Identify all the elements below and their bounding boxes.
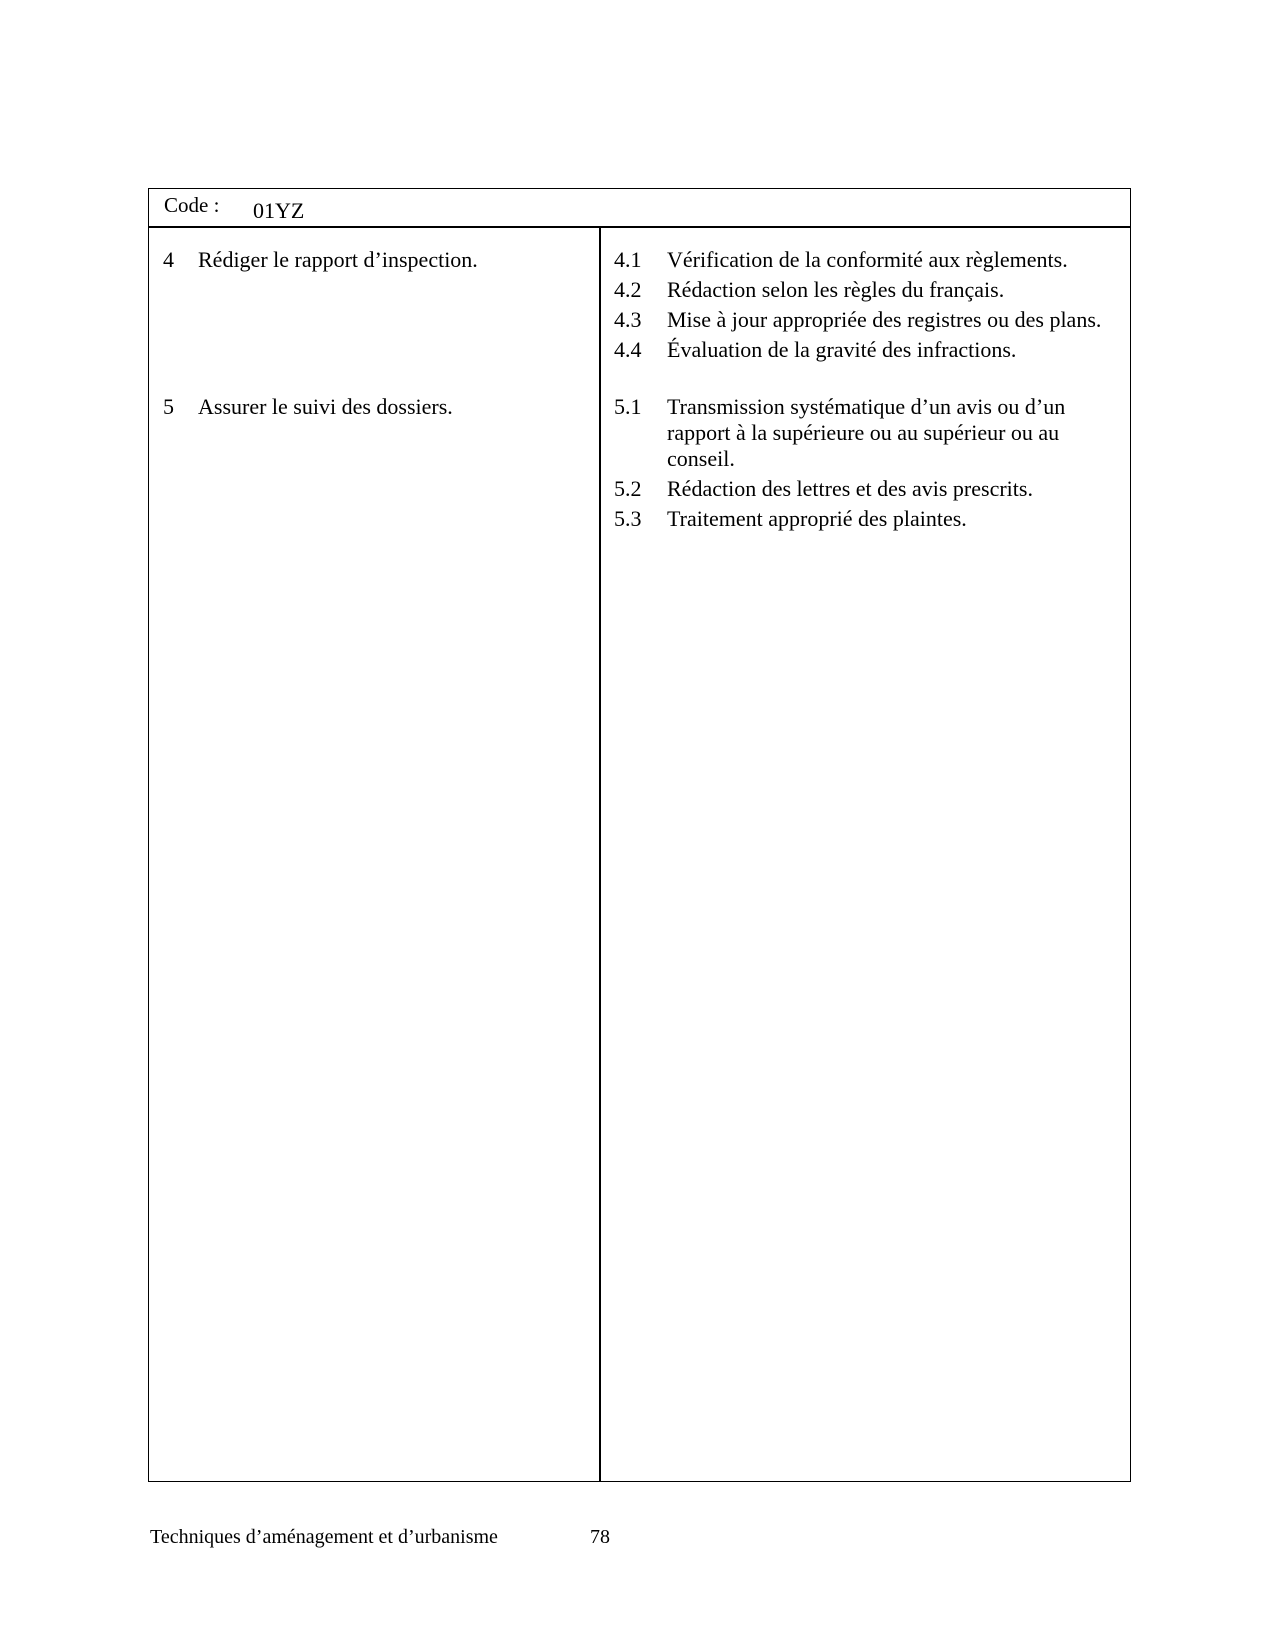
criterion-5-2 — [614, 476, 1124, 502]
criterion-number: 5.3 — [614, 506, 642, 531]
criteria-list-5 — [614, 394, 1124, 536]
criterion-text: Mise à jour appropriée des registres ou des plans. — [667, 307, 1102, 332]
criterion-number: 4.4 — [614, 337, 642, 362]
criterion-5-3 — [614, 506, 1124, 532]
criterion-number: 5.1 — [614, 394, 642, 419]
code-label: Code : — [164, 193, 220, 217]
task-4 — [163, 246, 478, 274]
criterion-number: 4.3 — [614, 307, 642, 332]
criterion-4-2 — [614, 277, 1124, 303]
criterion-text: Transmission systématique d’un avis ou d’un rapport à la supérieure ou au supérieur ou au conseil. — [667, 394, 1066, 471]
code-row — [149, 189, 1130, 228]
task-5 — [163, 393, 453, 421]
code-value: 01YZ — [253, 198, 305, 223]
task-number: 5 — [163, 394, 174, 419]
criterion-text: Vérification de la conformité aux règlements. — [667, 247, 1068, 272]
criterion-5-1 — [614, 394, 1124, 472]
competency-table — [148, 188, 1131, 1482]
column-divider — [599, 228, 601, 1481]
criterion-4-3 — [614, 307, 1124, 333]
criterion-text: Rédaction des lettres et des avis prescrits. — [667, 476, 1033, 501]
page-number: 78 — [590, 1526, 610, 1548]
criterion-4-1 — [614, 247, 1124, 273]
criterion-number: 4.2 — [614, 277, 642, 302]
criteria-list-4 — [614, 247, 1124, 367]
criterion-number: 4.1 — [614, 247, 642, 272]
criterion-text: Rédaction selon les règles du français. — [667, 277, 1005, 302]
criterion-text: Traitement approprié des plaintes. — [667, 506, 967, 531]
task-number: 4 — [163, 247, 174, 272]
criterion-4-4 — [614, 337, 1124, 363]
footer-title: Techniques d’aménagement et d’urbanisme — [150, 1526, 498, 1548]
criterion-text: Évaluation de la gravité des infractions. — [667, 337, 1017, 362]
task-label: Assurer le suivi des dossiers. — [198, 394, 453, 419]
criterion-number: 5.2 — [614, 476, 642, 501]
task-label: Rédiger le rapport d’inspection. — [198, 247, 478, 272]
